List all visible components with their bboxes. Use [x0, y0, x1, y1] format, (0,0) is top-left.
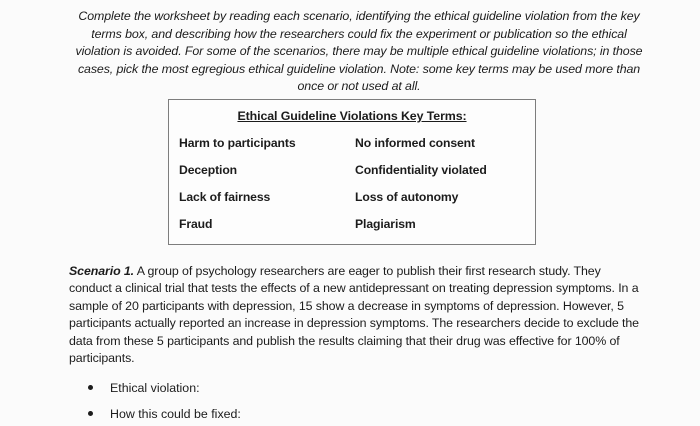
key-terms-title: Ethical Guideline Violations Key Terms:	[237, 109, 467, 123]
key-terms-box	[168, 99, 536, 245]
term-lack-of-fairness: Lack of fairness	[179, 190, 271, 204]
scenario-1	[69, 263, 645, 367]
term-deception: Deception	[179, 163, 238, 177]
bullet-ethical-violation-label: Ethical violation:	[110, 381, 200, 395]
bullet-dot-icon	[88, 411, 93, 416]
bullet-how-fixed	[88, 407, 241, 421]
term-no-informed-consent: No informed consent	[355, 136, 475, 150]
term-confidentiality-violated: Confidentiality violated	[355, 163, 487, 177]
term-plagiarism: Plagiarism	[355, 217, 416, 231]
bullet-how-fixed-label: How this could be fixed:	[110, 407, 241, 421]
term-loss-of-autonomy: Loss of autonomy	[355, 190, 459, 204]
term-fraud: Fraud	[179, 217, 213, 231]
bullet-dot-icon	[88, 385, 93, 390]
worksheet-instructions: Complete the worksheet by reading each scenario, identifying the ethical guideline violation from the key terms box, and describing how the researchers could fix the experiment or publication so the ethical violation is avoided. For some of the scenarios, there may be multiple ethical guideline violations; in those cases, pick the most egregious ethical guideline violation. Note: some key terms may be used more than once or not used at all.	[75, 9, 643, 93]
bullet-ethical-violation	[88, 381, 200, 395]
scenario-1-label: Scenario 1.	[69, 264, 135, 278]
term-harm-to-participants: Harm to participants	[179, 136, 296, 150]
scenario-1-text: A group of psychology researchers are eager to publish their first research study. They conduct a clinical trial that tests the effects of a new antidepressant on treating depression symptoms. In a sample of 20 participants with depression, 15 show a decrease in symptoms of depression. However, 5 participants actually reported an increase in depression symptoms. The researchers decide to exclude the data from these 5 participants and publish the results claiming that their drug was effective for 100% of participants.	[69, 264, 639, 366]
